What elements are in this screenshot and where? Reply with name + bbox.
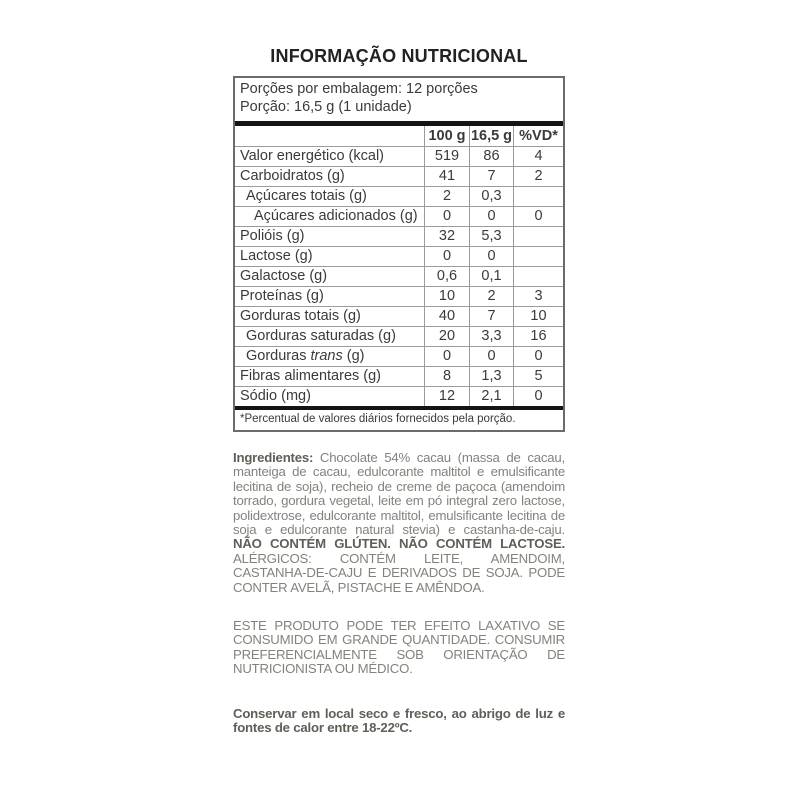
column-header-spacer [235, 126, 424, 146]
nutrient-row [235, 306, 563, 326]
nutrient-row [235, 366, 563, 386]
laxative-warning: ESTE PRODUTO PODE TER EFEITO LAXATIVO SE CONSUMIDO EM GRANDE QUANTIDADE. CONSUMIR PREFERENCIALMENTE SOB ORIENTAÇÃO DE NUTRICIONISTA OU MÉDICO. [233, 618, 565, 677]
nutrient-row [235, 326, 563, 346]
nutrient-row [235, 166, 563, 186]
nutrient-name: Sódio (mg) [240, 388, 311, 404]
value-per-100g: 519 [424, 147, 469, 166]
value-per-100g: 41 [424, 167, 469, 186]
nutrient-name: Proteínas (g) [240, 288, 324, 304]
value-pct-vd [513, 187, 563, 206]
value-per-portion: 3,3 [469, 327, 513, 346]
value-per-portion: 0,1 [469, 267, 513, 286]
value-per-100g: 0 [424, 207, 469, 226]
column-header-100g: 100 g [424, 126, 469, 146]
nutrient-name: Valor energético (kcal) [240, 148, 384, 164]
page-title: INFORMAÇÃO NUTRICIONAL [270, 46, 528, 66]
value-pct-vd: 2 [513, 167, 563, 186]
nutrient-name: Gorduras saturadas (g) [246, 328, 396, 344]
value-per-100g: 0 [424, 247, 469, 266]
value-per-100g: 10 [424, 287, 469, 306]
nutrition-label [233, 46, 565, 736]
nutrient-rows [235, 146, 563, 406]
value-pct-vd [513, 227, 563, 246]
nutrient-row [235, 286, 563, 306]
value-per-portion: 0,3 [469, 187, 513, 206]
value-per-portion: 0 [469, 207, 513, 226]
column-header-row [235, 126, 563, 146]
value-per-portion: 5,3 [469, 227, 513, 246]
nutrient-row [235, 246, 563, 266]
value-per-portion: 7 [469, 307, 513, 326]
value-per-100g: 32 [424, 227, 469, 246]
value-per-100g: 20 [424, 327, 469, 346]
table-footnote: *Percentual de valores diários fornecidos pela porção. [240, 413, 516, 425]
nutrient-row [235, 146, 563, 166]
value-per-portion: 2 [469, 287, 513, 306]
servings-info [235, 78, 563, 121]
allergens-statement: ALÉRGICOS: CONTÉM LEITE, AMENDOIM, CASTANHA-DE-CAJU E DERIVADOS DE SOJA. PODE CONTER AVELÃ, PISTACHE E AMÊNDOA. [233, 550, 565, 595]
servings-per-package: Porções por embalagem: 12 porções [240, 81, 478, 97]
value-per-100g: 2 [424, 187, 469, 206]
ingredients-paragraph [233, 451, 565, 595]
nutrient-name: Galactose (g) [240, 268, 328, 284]
value-per-100g: 0,6 [424, 267, 469, 286]
nutrient-row [235, 206, 563, 226]
value-pct-vd: 0 [513, 207, 563, 226]
nutrient-row [235, 186, 563, 206]
value-pct-vd: 0 [513, 347, 563, 366]
column-header-vd: %VD* [513, 126, 563, 146]
value-pct-vd [513, 247, 563, 266]
storage-instructions: Conservar em local seco e fresco, ao abrigo de luz e fontes de calor entre 18-22ºC. [233, 705, 565, 736]
value-per-portion: 86 [469, 147, 513, 166]
nutrient-row [235, 346, 563, 366]
value-per-100g: 40 [424, 307, 469, 326]
value-pct-vd: 3 [513, 287, 563, 306]
nutrient-name: Lactose (g) [240, 248, 313, 264]
serving-size: Porção: 16,5 g (1 unidade) [240, 99, 412, 115]
value-per-100g: 0 [424, 347, 469, 366]
value-per-portion: 1,3 [469, 367, 513, 386]
value-per-portion: 7 [469, 167, 513, 186]
nutrition-table [233, 76, 565, 432]
value-pct-vd: 4 [513, 147, 563, 166]
nutrient-name: Fibras alimentares (g) [240, 368, 382, 384]
value-pct-vd [513, 267, 563, 286]
nutrient-row [235, 226, 563, 246]
value-per-portion: 0 [469, 347, 513, 366]
nutrient-name: Gorduras totais (g) [240, 308, 361, 324]
value-pct-vd: 16 [513, 327, 563, 346]
column-header-portion: 16,5 g [470, 128, 513, 144]
value-per-100g: 12 [424, 387, 469, 406]
nutrient-name: Açúcares adicionados (g) [254, 208, 418, 224]
value-pct-vd: 5 [513, 367, 563, 386]
value-per-100g: 8 [424, 367, 469, 386]
nutrient-name: Gorduras trans (g) [246, 348, 365, 364]
nutrient-row [235, 266, 563, 286]
gluten-lactose-free-claim: NÃO CONTÉM GLÚTEN. NÃO CONTÉM LACTOSE. [233, 536, 565, 552]
nutrient-row [235, 386, 563, 406]
ingredients-heading: Ingredientes: [233, 450, 320, 465]
value-pct-vd: 10 [513, 307, 563, 326]
value-pct-vd: 0 [513, 387, 563, 406]
value-per-portion: 2,1 [469, 387, 513, 406]
nutrient-name: Polióis (g) [240, 228, 305, 244]
value-per-portion: 0 [469, 247, 513, 266]
nutrient-name: Carboidratos (g) [240, 168, 345, 184]
nutrient-name: Açúcares totais (g) [246, 188, 367, 204]
ingredients-list: Chocolate 54% cacau (massa de cacau, manteiga de cacau, edulcorante maltitol e emulsificante lecitina de soja), recheio de creme de paçoca (amendoim torrado, gordura vegetal, leite em pó integral zero lactose, polidextrose, edulcorante maltitol, emulsificante lecitina de soja e edulcorante natural stevia) e castanha-de-caju. [233, 450, 566, 538]
